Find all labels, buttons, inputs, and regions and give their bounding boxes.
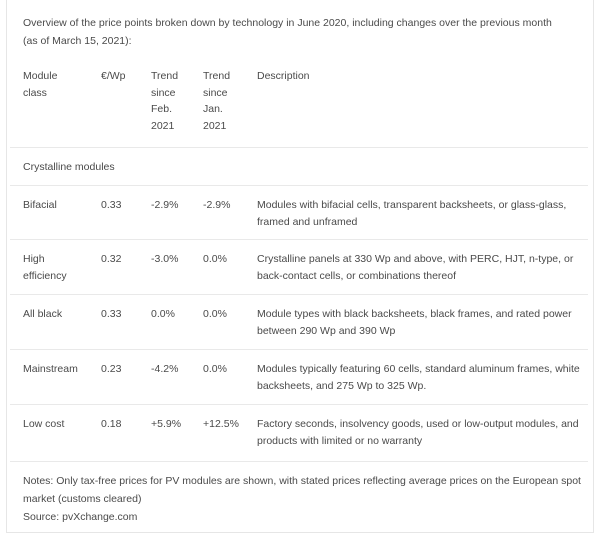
row-trend-jan: -2.9% xyxy=(203,199,231,211)
row-module-class: Low cost xyxy=(23,418,65,430)
header-trend-jan: Trend since Jan. 2021 xyxy=(203,70,231,132)
row-divider xyxy=(10,294,588,295)
row-description: Factory seconds, insolvency goods, used or low-output modules, and products with limited or no warranty xyxy=(257,418,579,447)
row-price: 0.18 xyxy=(101,418,122,430)
row-trend-jan: 0.0% xyxy=(203,253,227,265)
row-trend-feb: -4.2% xyxy=(151,363,179,375)
row-divider xyxy=(10,239,588,240)
row-price: 0.23 xyxy=(101,363,122,375)
row-module-class: Mainstream xyxy=(23,363,78,375)
row-module-class: Bifacial xyxy=(23,199,57,211)
section-title: Crystalline modules xyxy=(23,161,115,173)
row-trend-feb: -3.0% xyxy=(151,253,179,265)
header-divider xyxy=(10,147,588,148)
notes-text: Notes: Only tax-free prices for PV modules are shown, with stated prices reflecting average prices on the European spot market (customs cleared) xyxy=(23,475,581,505)
row-description: Modules typically featuring 60 cells, standard aluminum frames, white backsheets, and 275 Wp to 325 Wp. xyxy=(257,363,580,392)
intro-text: Overview of the price points broken down by technology in June 2020, including changes over the previous month (as of March 15, 2021): xyxy=(23,17,552,47)
row-price: 0.32 xyxy=(101,253,122,265)
row-trend-jan: +12.5% xyxy=(203,418,239,430)
row-trend-jan: 0.0% xyxy=(203,308,227,320)
source-text: Source: pvXchange.com xyxy=(23,511,138,523)
row-divider xyxy=(10,461,588,462)
header-trend-feb: Trend since Feb. 2021 xyxy=(151,70,179,132)
row-trend-feb: +5.9% xyxy=(151,418,182,430)
notes-block xyxy=(23,472,583,526)
row-trend-feb: 0.0% xyxy=(151,308,175,320)
header-module-class: Module class xyxy=(23,70,58,99)
row-description: Module types with black backsheets, black frames, and rated power between 290 Wp and 390 Wp xyxy=(257,308,572,337)
row-trend-feb: -2.9% xyxy=(151,199,179,211)
header-price: €/Wp xyxy=(101,70,126,82)
section-divider xyxy=(10,185,588,186)
row-divider xyxy=(10,404,588,405)
row-price: 0.33 xyxy=(101,199,122,211)
row-module-class: All black xyxy=(23,308,63,320)
row-trend-jan: 0.0% xyxy=(203,363,227,375)
row-price: 0.33 xyxy=(101,308,122,320)
row-description: Modules with bifacial cells, transparent backsheets, or glass-glass, framed and unframed xyxy=(257,199,567,228)
row-module-class: High efficiency xyxy=(23,253,67,282)
header-description: Description xyxy=(257,70,310,82)
row-divider xyxy=(10,349,588,350)
row-description: Crystalline panels at 330 Wp and above, with PERC, HJT, n-type, or back-contact cells, or combinations thereof xyxy=(257,253,574,282)
